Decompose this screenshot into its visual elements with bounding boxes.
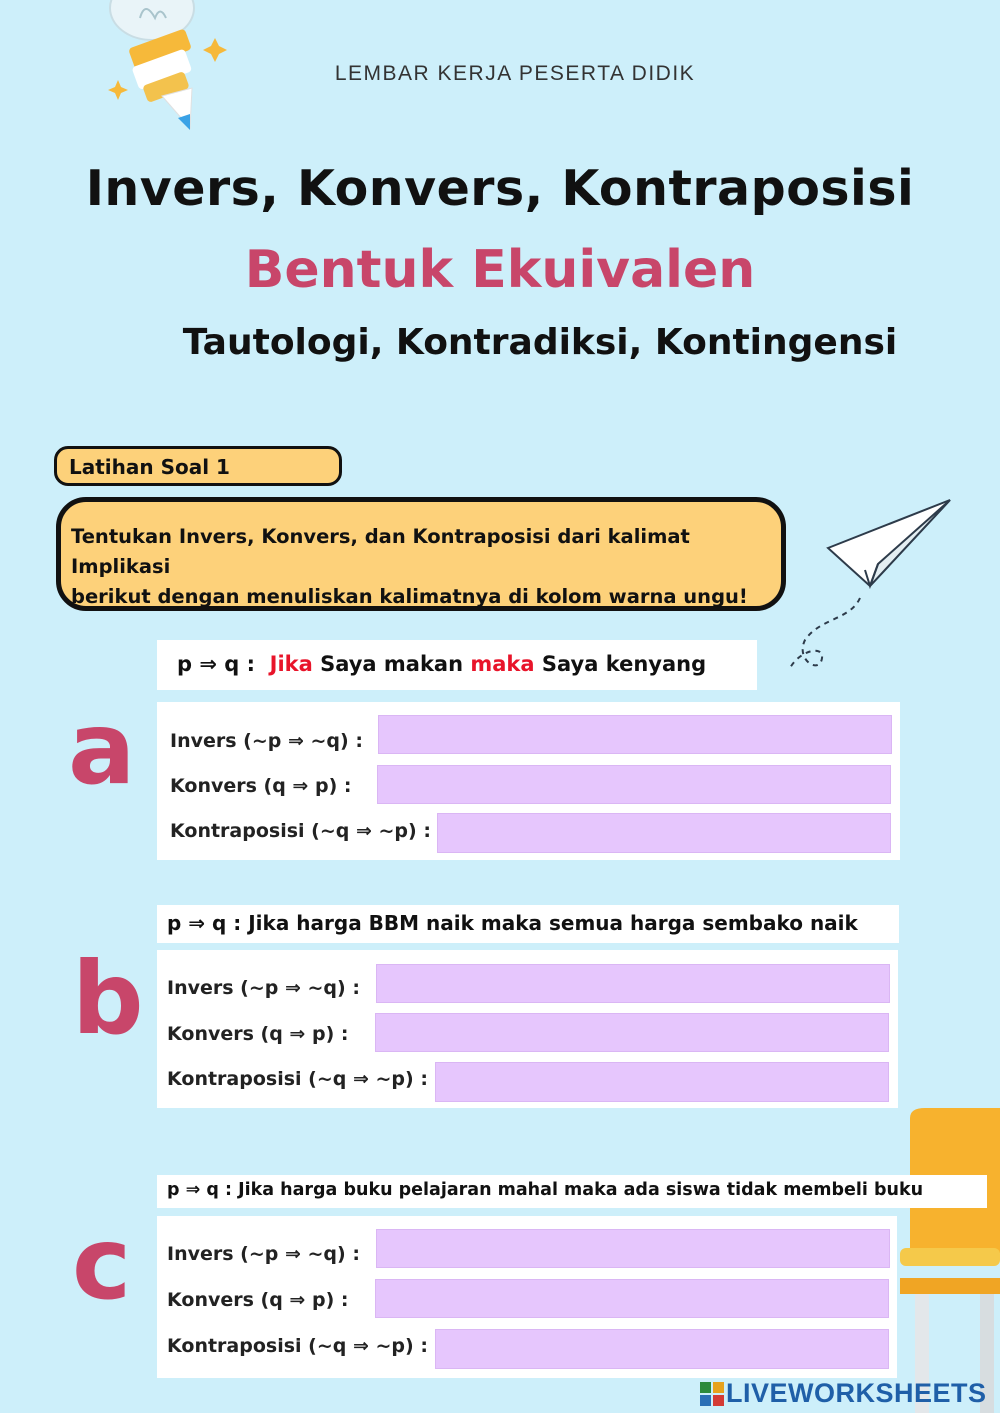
liveworksheets-logo-icon xyxy=(700,1382,724,1406)
instruction-box xyxy=(56,497,786,611)
label-konvers: Konvers (q ⇒ p) : xyxy=(170,775,352,797)
statement-a-part2: Saya kenyang xyxy=(541,652,707,676)
answer-field-a-invers[interactable] xyxy=(378,715,892,754)
watermark-text: LIVEWORKSHEETS xyxy=(726,1378,987,1408)
worksheet-header: LEMBAR KERJA PESERTA DIDIK xyxy=(334,62,696,85)
answer-field-b-kontraposisi[interactable] xyxy=(435,1062,889,1102)
answer-field-c-kontraposisi[interactable] xyxy=(435,1329,889,1369)
statement-a xyxy=(157,640,757,690)
label-invers: Invers (~p ⇒ ~q) : xyxy=(167,1243,360,1265)
title-line-2: Bentuk Ekuivalen xyxy=(244,240,756,300)
problem-letter-b: b xyxy=(72,940,144,1057)
answer-field-b-konvers[interactable] xyxy=(375,1013,889,1052)
liveworksheets-watermark xyxy=(700,1378,987,1409)
label-konvers: Konvers (q ⇒ p) : xyxy=(167,1289,349,1311)
instruction-line-2: berikut dengan menuliskan kalimatnya di kolom warna ungu! xyxy=(71,585,748,608)
label-konvers: Konvers (q ⇒ p) : xyxy=(167,1023,349,1045)
problem-letter-a: a xyxy=(68,690,136,807)
section-tag: Latihan Soal 1 xyxy=(54,446,342,486)
chair-icon xyxy=(880,1108,1000,1413)
label-kontraposisi: Kontraposisi (~q ⇒ ~p) : xyxy=(167,1068,428,1090)
label-invers: Invers (~p ⇒ ~q) : xyxy=(170,730,363,752)
title-line-1: Invers, Konvers, Kontraposisi xyxy=(85,160,915,217)
statement-b: p ⇒ q : Jika harga BBM naik maka semua harga sembako naik xyxy=(157,905,899,943)
answer-panel-a xyxy=(157,702,900,860)
answer-field-a-konvers[interactable] xyxy=(377,765,891,804)
label-kontraposisi: Kontraposisi (~q ⇒ ~p) : xyxy=(167,1335,428,1357)
problem-letter-c: c xyxy=(72,1205,132,1322)
instruction-line-1: Tentukan Invers, Konvers, dan Kontraposisi dari kalimat Implikasi xyxy=(71,525,690,578)
answer-panel-b xyxy=(157,950,898,1108)
statement-c: p ⇒ q : Jika harga buku pelajaran mahal maka ada siswa tidak membeli buku xyxy=(157,1175,987,1208)
answer-panel-c xyxy=(157,1216,897,1378)
paper-plane-icon xyxy=(760,490,960,690)
title-line-3: Tautologi, Kontradiksi, Kontingensi xyxy=(182,322,898,363)
statement-a-part1: Saya makan xyxy=(320,652,464,676)
answer-field-b-invers[interactable] xyxy=(376,964,890,1003)
label-kontraposisi: Kontraposisi (~q ⇒ ~p) : xyxy=(170,820,431,842)
statement-a-maka: maka xyxy=(470,652,535,676)
label-invers: Invers (~p ⇒ ~q) : xyxy=(167,977,360,999)
answer-field-a-kontraposisi[interactable] xyxy=(437,813,891,853)
answer-field-c-konvers[interactable] xyxy=(375,1279,889,1318)
statement-a-jika: Jika xyxy=(269,652,313,676)
statement-a-prefix: p ⇒ q : xyxy=(177,652,255,676)
answer-field-c-invers[interactable] xyxy=(376,1229,890,1268)
